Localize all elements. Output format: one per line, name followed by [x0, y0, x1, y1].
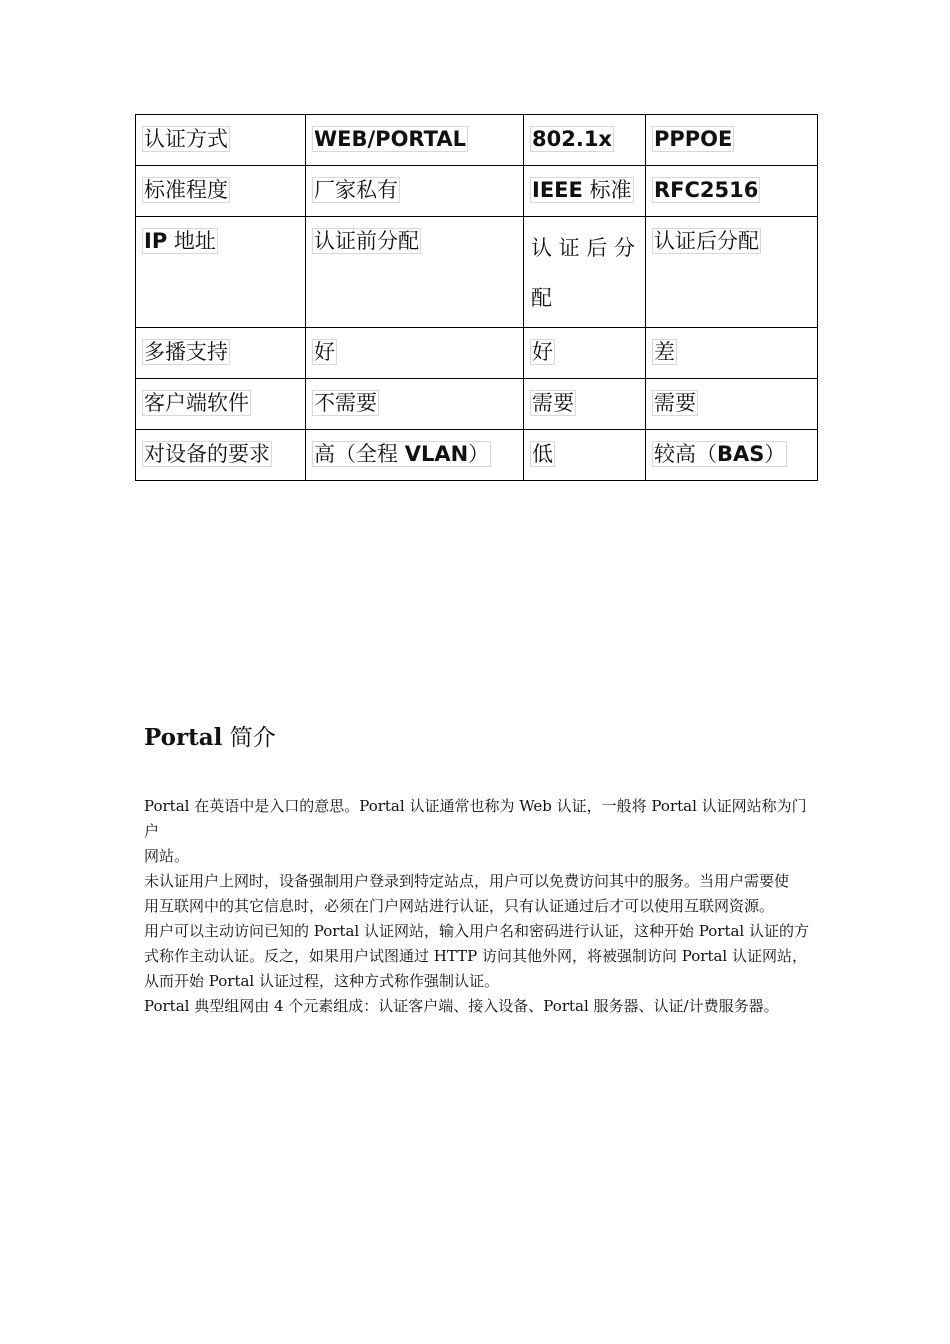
- paragraph-line: 用互联网中的其它信息时，必须在门户网站进行认证，只有认证通过后才可以使用互联网资源。: [144, 897, 775, 915]
- paragraph-line: Portal 典型组网由 4 个元素组成：认证客户端、接入设备、Portal 服务器、认证/计费服务器。: [144, 997, 779, 1015]
- cell-text: 好: [532, 340, 553, 364]
- cell-text: [653, 442, 786, 466]
- table-row: [136, 115, 818, 166]
- table-cell: [646, 379, 818, 430]
- auth-comparison-table: [135, 114, 818, 481]
- table-cell: [524, 430, 646, 481]
- paragraph-line: 用户可以主动访问已知的 Portal 认证网站，输入用户名和密码进行认证，这种开始 Portal 认证的方: [144, 922, 809, 940]
- section-title: [144, 722, 276, 754]
- table-cell: [524, 115, 646, 166]
- cell-text: [143, 229, 217, 253]
- cell-text: 好: [314, 340, 335, 364]
- cell-text-bold: IEEE: [532, 178, 583, 202]
- cell-text-rest: 地址: [167, 229, 216, 253]
- cell-text: 需要: [654, 391, 696, 415]
- cell-text: 低: [532, 442, 553, 466]
- table-cell: [646, 166, 818, 217]
- table-cell: [306, 217, 524, 328]
- table-row: [136, 328, 818, 379]
- cell-text: 客户端软件: [144, 391, 249, 415]
- cell-text-pre: 较高（: [654, 442, 717, 466]
- table-cell: [306, 430, 524, 481]
- section-title-bold: Portal: [144, 724, 223, 751]
- table-cell: [524, 217, 646, 328]
- cell-text: 需要: [532, 391, 574, 415]
- table-row: [136, 430, 818, 481]
- cell-text-bold: IP: [144, 229, 168, 253]
- table-cell: [306, 115, 524, 166]
- cell-text: 差: [654, 340, 675, 364]
- table-cell: [136, 430, 306, 481]
- cell-text: 不需要: [314, 391, 377, 415]
- cell-text: 厂家私有: [314, 178, 398, 202]
- table-row: [136, 166, 818, 217]
- paragraph-line: 从而开始 Portal 认证过程，这种方式称作强制认证。: [144, 972, 499, 990]
- paragraph-line: 未认证用户上网时，设备强制用户登录到特定站点，用户可以免费访问其中的服务。当用户需要使: [144, 872, 790, 890]
- cell-text-bold: VLAN: [404, 442, 469, 466]
- table-cell: [306, 166, 524, 217]
- table-cell: [646, 217, 818, 328]
- table-row: [136, 217, 818, 328]
- cell-text: [313, 442, 490, 466]
- cell-text: PPPOE: [654, 127, 733, 151]
- cell-text: 多播支持: [144, 340, 228, 364]
- table-cell: [646, 430, 818, 481]
- paragraph-line: 网站。: [144, 847, 190, 865]
- cell-text-rest: 标准: [582, 178, 632, 202]
- cell-text: WEB/PORTAL: [314, 127, 466, 151]
- table-cell: [136, 115, 306, 166]
- table-cell: [524, 379, 646, 430]
- table-cell: [646, 115, 818, 166]
- cell-text: [531, 178, 633, 202]
- cell-text: 802.1x: [532, 127, 612, 151]
- cell-text: 认证后分配: [654, 229, 759, 253]
- cell-text-post: ）: [764, 442, 786, 466]
- cell-text: 对设备的要求: [144, 442, 270, 466]
- paragraph-line: Portal 在英语中是入口的意思。Portal 认证通常也称为 Web 认证，一般将 Portal 认证网站称为门户: [144, 797, 807, 840]
- table-cell: [136, 217, 306, 328]
- table-cell: [524, 328, 646, 379]
- cell-text-post: ）: [468, 442, 490, 466]
- table-cell: [136, 166, 306, 217]
- cell-text: 标准程度: [144, 178, 228, 202]
- table-cell: [136, 328, 306, 379]
- table-cell: [306, 379, 524, 430]
- cell-text: RFC2516: [654, 178, 759, 202]
- table-cell: [136, 379, 306, 430]
- portal-intro-paragraph: [144, 794, 810, 1019]
- cell-text: 认证方式: [144, 127, 228, 151]
- cell-text-bold: BAS: [717, 442, 765, 466]
- cell-text: 认证后分配: [531, 236, 639, 310]
- table-cell: [306, 328, 524, 379]
- paragraph-line: 式称作主动认证。反之，如果用户试图通过 HTTP 访问其他外网，将被强制访问 Portal 认证网站，: [144, 947, 807, 965]
- table-cell: [524, 166, 646, 217]
- table-cell: [646, 328, 818, 379]
- table-row: [136, 379, 818, 430]
- cell-text: 认证前分配: [314, 229, 419, 253]
- section-title-rest: 简介: [222, 725, 276, 751]
- cell-text-pre: 高（全程: [314, 442, 405, 466]
